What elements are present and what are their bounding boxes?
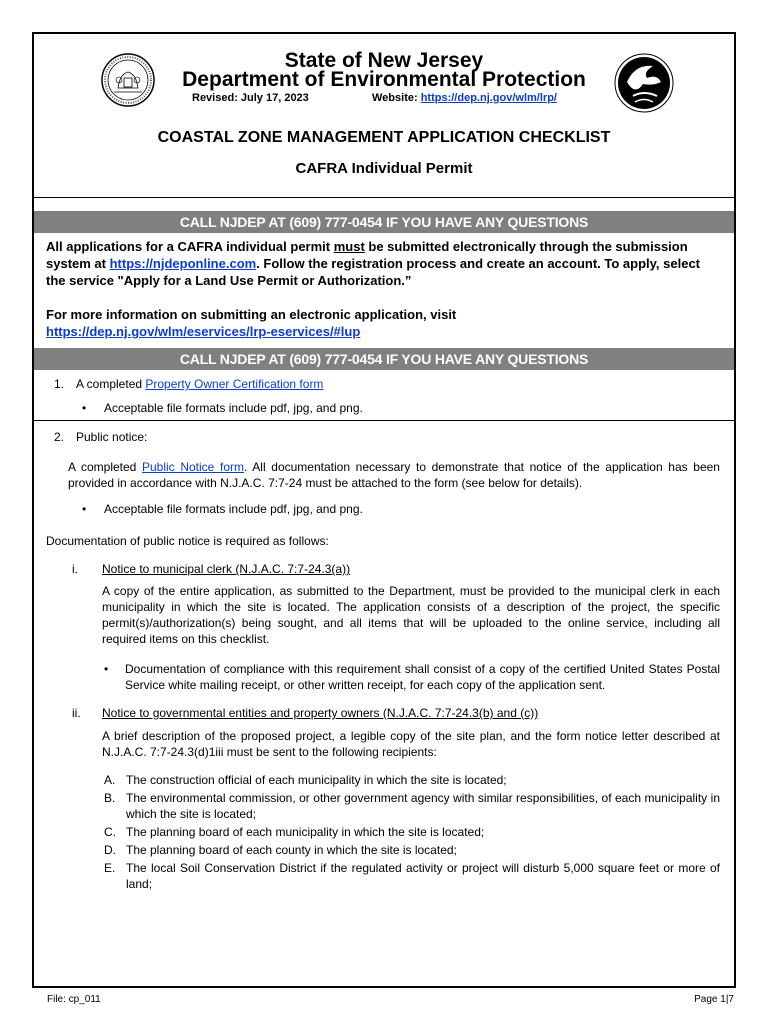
- permit-title: CAFRA Individual Permit: [34, 160, 734, 198]
- item-1-bullet: • Acceptable file formats include pdf, jpg, and png.: [46, 400, 720, 416]
- checklist-title: COASTAL ZONE MANAGEMENT APPLICATION CHECKLIST: [157, 129, 611, 146]
- documentation-intro: Documentation of public notice is required as follows:: [46, 534, 329, 548]
- public-notice-form-link[interactable]: Public Notice form: [142, 460, 244, 474]
- document-page: [32, 32, 736, 988]
- sub-item-ii-paragraph: A brief description of the proposed project, a legible copy of the site plan, and the form notice letter described at N.J.A.C. 7:7-24.3(d)1iii must be sent to the following recipients:: [102, 729, 720, 759]
- checklist-item-1: [34, 370, 734, 421]
- sub-item-i-paragraph: A copy of the entire application, as submitted to the Department, must be provided to the municipal clerk in each municipality in which the site is located. The application consists of a description of the project, the specific permit(s)/authorization(s) being sought, and all items that will be uploaded to the online service, including all required items on this checklist.: [102, 584, 720, 646]
- website-line: [372, 92, 557, 104]
- footer-page-number: Page 1|7: [694, 994, 734, 1005]
- checklist-item-2: [34, 421, 734, 892]
- recipient-list: [46, 772, 720, 892]
- sub-item-i: i. Notice to municipal clerk (N.J.A.C. 7:7-24.3(a)): [72, 562, 351, 576]
- item-2-bullet: • Acceptable file formats include pdf, jpg, and png.: [46, 501, 720, 517]
- footer-file-id: File: cp_011: [47, 994, 101, 1005]
- intro-paragraph: All applications for a CAFRA individual permit must be submitted electronically through the submission system at https://njdeponline.com. Follow the registration process and create an account. To apply, select the service "Apply for a Land Use Permit or Authorization.”: [46, 239, 700, 288]
- list-item: D. The planning board of each county in which the site is located;: [104, 843, 457, 857]
- sub-item-i-bullet: • Documentation of compliance with this requirement shall consist of a copy of the certified United States Postal Service white mailing receipt, or other written receipt, for each copy of the application sent.: [46, 661, 720, 693]
- website-link[interactable]: https://dep.nj.gov/wlm/lrp/: [420, 92, 557, 104]
- revised-date: Revised: July 17, 2023: [192, 92, 309, 104]
- more-info-paragraph: For more information on submitting an electronic application, visit https://dep.nj.gov/wlm/eservices/lrp-eservices/#lup: [46, 307, 457, 339]
- document-header: [34, 34, 734, 119]
- eservices-link[interactable]: https://dep.nj.gov/wlm/eservices/lrp-eservices/#lup: [46, 324, 361, 339]
- department-title: Department of Environmental Protection: [182, 68, 586, 91]
- website-label: Website:: [372, 92, 418, 104]
- list-item: C. The planning board of each municipality in which the site is located;: [104, 825, 485, 839]
- item-1-line: 1. A completed Property Owner Certification form: [54, 377, 324, 391]
- item-2-paragraph: A completed Public Notice form. All documentation necessary to demonstrate that notice of the application has been provided in accordance with N.J.A.C. 7:7-24 must be attached to the form (see below for details).: [68, 460, 720, 490]
- sub-item-ii-heading: Notice to governmental entities and property owners (N.J.A.C. 7:7-24.3(b) and (c)): [102, 706, 539, 720]
- list-item: B. The environmental commission, or other government agency with similar responsibilities, of each municipality in which the site is located;: [104, 791, 720, 821]
- must-emphasis: must: [333, 239, 365, 254]
- list-item: E. The local Soil Conservation District if the regulated activity or project will disturb 5,000 square feet or more of land;: [104, 861, 720, 891]
- state-title: State of New Jersey: [284, 49, 484, 72]
- sub-item-i-heading: Notice to municipal clerk (N.J.A.C. 7:7-24.3(a)): [102, 562, 351, 576]
- property-owner-certification-link[interactable]: Property Owner Certification form: [145, 377, 324, 391]
- list-item: A. The construction official of each municipality in which the site is located;: [104, 773, 507, 787]
- questions-banner-2: CALL NJDEP AT (609) 777-0454 IF YOU HAVE ANY QUESTIONS: [34, 348, 734, 370]
- questions-banner: CALL NJDEP AT (609) 777-0454 IF YOU HAVE ANY QUESTIONS: [34, 211, 734, 233]
- sub-item-ii: ii. Notice to governmental entities and property owners (N.J.A.C. 7:7-24.3(b) and (c)): [72, 706, 539, 720]
- njdep-logo-icon: [613, 52, 675, 114]
- item-2-line: 2. Public notice:: [54, 430, 148, 444]
- intro-section: [34, 233, 734, 340]
- njdeponline-link[interactable]: https://njdeponline.com: [109, 256, 257, 271]
